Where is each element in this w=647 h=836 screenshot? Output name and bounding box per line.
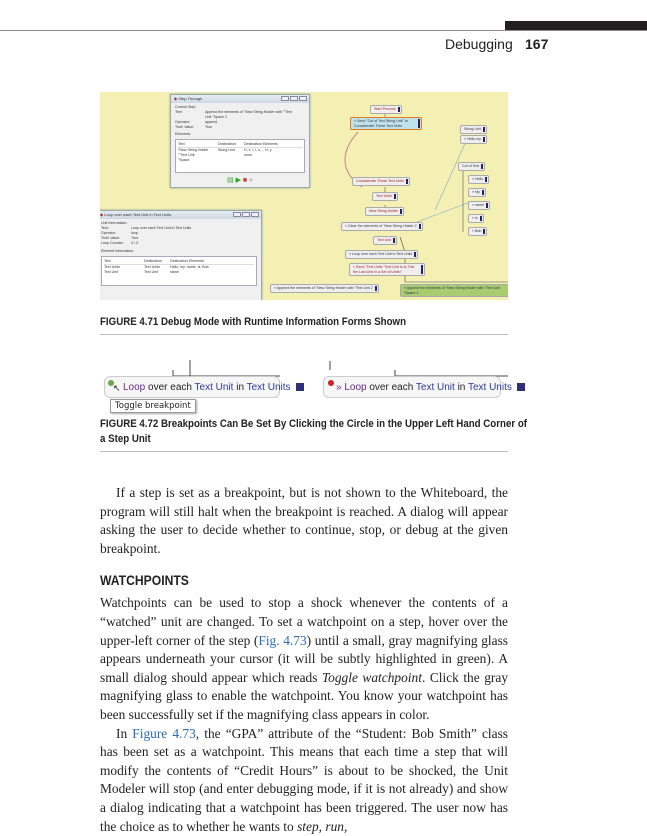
- step-text: in: [233, 382, 247, 393]
- flow-node-selected[interactable]: » Send "Cut of Text String Unit" to Concatenate These Text Units: [350, 117, 422, 130]
- cell: H, e, l, l, o, ., H, y: [244, 148, 272, 152]
- flow-node[interactable]: » name: [468, 201, 490, 210]
- text-run: ,: [318, 818, 326, 834]
- cell: "Space: [178, 158, 190, 162]
- flow-node[interactable]: Cut of Text: [458, 162, 485, 171]
- unit-handle-icon: [296, 383, 304, 391]
- section-heading: WATCHPOINTS: [100, 573, 189, 589]
- flow-node[interactable]: » Append the elements of "New String Holder with "Text Unit 2: [270, 284, 379, 293]
- step-text: over each: [145, 382, 195, 393]
- info-label: Loop Counter:: [101, 241, 124, 245]
- flow-node[interactable]: » Bob: [468, 227, 487, 236]
- figure-4-72-caption-line1: FIGURE 4.72 Breakpoints Can Be Set By Clicking the Circle in the Upper Left Hand Corner of: [100, 418, 528, 430]
- breakpoint-active-circle[interactable]: [328, 380, 334, 386]
- column-header: Destination Elements: [244, 142, 278, 146]
- cell: ""Text Unit: [178, 153, 195, 157]
- flow-node[interactable]: String Unit: [460, 125, 487, 134]
- unit-link: Text Unit: [415, 382, 455, 393]
- cell: Hello, my, name, is, Bob: [170, 265, 209, 269]
- window-title: Loop over each Text Unit in Text Units: [104, 212, 172, 217]
- flow-node[interactable]: Text Unit: [373, 236, 397, 245]
- section-label: Element Information:: [101, 249, 135, 253]
- cell: Text Unit: [144, 270, 158, 274]
- magnifier-icon[interactable]: ⌕: [249, 177, 254, 184]
- column-header: Destination Elements: [170, 259, 204, 263]
- info-value: 3 / 3: [131, 241, 138, 245]
- paragraph: [100, 594, 508, 724]
- section-label: Elements:: [175, 132, 191, 136]
- cell: String Unit: [218, 148, 235, 152]
- cell: none: [244, 153, 252, 157]
- cell: "New String Holder: [178, 148, 209, 152]
- figure-4-71-screenshot: [100, 92, 508, 300]
- info-label: Text:: [175, 110, 183, 114]
- flow-node[interactable]: » Hello my: [460, 135, 487, 144]
- flow-node[interactable]: Text Units: [372, 192, 398, 201]
- running-header-section: Debugging: [445, 36, 513, 52]
- text-run: Toggle watchpoint: [321, 669, 422, 685]
- info-value: Append the elements of "New String Holder with ""Text: [205, 110, 292, 114]
- operator-text: Loop: [123, 382, 146, 393]
- flow-node[interactable]: Start Process: [370, 105, 402, 114]
- info-value: append: [205, 120, 217, 124]
- text-run: If a step is set as a breakpoint, but is not shown to the Whiteboard, the program will still halt when the breakpoint is reached. A dialog will appear asking the user to decide whether to continue, stop, or debug at the given breakpoint.: [100, 485, 508, 556]
- flow-node[interactable]: » Clear the elements of "New String Holder 2: [341, 222, 423, 231]
- caption-rule: [100, 451, 508, 452]
- figure-reference-link[interactable]: Figure 4.73: [132, 725, 196, 741]
- cell: Text Units: [104, 265, 120, 269]
- page-number: 167: [525, 36, 549, 52]
- section-label: Current Step:: [175, 105, 197, 109]
- text-run: Watchpoints can be used to stop a shock whenever the contents of a “watched” unit are changed. To set a watchpoint on a step, hover over the upper-left corner of the step (: [100, 595, 508, 648]
- flow-node[interactable]: Concatenate These Text Units: [352, 177, 410, 186]
- operator-text: » Loop: [336, 382, 367, 393]
- step-icon[interactable]: ▤: [226, 177, 234, 184]
- info-label: Operator:: [175, 120, 191, 124]
- connector-lines: [100, 92, 508, 300]
- info-value: loop: [131, 231, 138, 235]
- text-run: , the “GPA” attribute of the “Student: Bob Smith” class has been set as a watchpoint. This means that each time a step that will modify the contents of “Credit Hours” is about to be shocked, the Unit Modeler will stop (and enter debugging mode, if it is not already) and show a dialog indicating that a watchpoint has been triggered. The user now has the choice as to whether he wants to: [100, 725, 508, 834]
- cell: name: [170, 270, 179, 274]
- unit-link: Text Units: [246, 382, 291, 393]
- step-unit-loop-breakpoint-set[interactable]: [323, 376, 512, 398]
- cell: Text Units: [144, 265, 160, 269]
- flow-node[interactable]: » Hello: [468, 175, 489, 184]
- info-value: Unit "Space 2: [205, 115, 227, 119]
- info-label: Truth Value:: [175, 125, 195, 129]
- text-run: run: [325, 818, 344, 834]
- stop-icon[interactable]: ■: [242, 177, 248, 184]
- info-value: True: [131, 236, 139, 240]
- section-label: Unit Information:: [101, 221, 128, 225]
- info-label: Operator:: [101, 231, 117, 235]
- flow-node[interactable]: » Send "Text Units "Text Unit to Is This the Last Unit in a Set of Units?: [349, 263, 425, 276]
- app-icon: ◆: [100, 212, 104, 217]
- figure-4-72-caption-line2: a Step Unit: [100, 433, 151, 445]
- unit-handle-icon: [517, 383, 525, 391]
- unit-link: Text Units: [467, 382, 512, 393]
- text-run: In: [116, 725, 133, 741]
- header-rule: [0, 30, 647, 31]
- body-text: [100, 484, 508, 836]
- paragraph: [100, 484, 508, 558]
- flow-node[interactable]: » is: [468, 214, 484, 223]
- play-icon[interactable]: ▶: [235, 177, 241, 184]
- unit-link: Text Unit: [194, 382, 234, 393]
- column-header: Destination: [218, 142, 236, 146]
- column-header: Destination: [144, 259, 162, 263]
- flow-node[interactable]: » Loop over each Text Unit in Text Units: [345, 250, 418, 259]
- flow-node[interactable]: New String Holder: [365, 207, 404, 216]
- info-label: Truth Value:: [101, 236, 121, 240]
- tooltip-toggle-breakpoint: Toggle breakpoint: [110, 399, 196, 413]
- caption-rule: [100, 334, 508, 335]
- info-label: Text:: [101, 226, 109, 230]
- window-title: Step Through: [178, 96, 203, 101]
- cursor-arrow-icon: ↖: [113, 383, 121, 393]
- info-value: True: [205, 125, 213, 129]
- text-run: ) until a small, gray magnifying glass appears underneath your cursor (it will be subtly highlighted in green). A small dialog should appear which reads: [100, 632, 508, 685]
- step-text: in: [454, 382, 468, 393]
- step-text: over each: [366, 382, 416, 393]
- cell: Text Unit: [104, 270, 118, 274]
- flow-node[interactable]: » My: [468, 188, 486, 197]
- step-unit-loop[interactable]: [104, 376, 291, 398]
- app-icon: ◆: [174, 96, 178, 101]
- flow-node[interactable]: » Append the elements of "New String Holder with "Text Unit "Space 2: [400, 284, 508, 297]
- text-run: . Click the gray magnifying glass to enable the watchpoint. You know your watchpoint has been successfully set if the magnifying class appears in color.: [100, 669, 509, 722]
- paragraph: [100, 725, 508, 836]
- column-header: Text: [178, 142, 185, 146]
- text-run: step: [297, 818, 319, 834]
- info-value: Loop over each Text Unit in Text Units: [131, 226, 192, 230]
- text-run: ,: [343, 818, 348, 834]
- figure-reference-link[interactable]: Fig. 4.73: [258, 632, 307, 648]
- figure-4-71-caption: FIGURE 4.71 Debug Mode with Runtime Information Forms Shown: [100, 316, 407, 328]
- column-header: Text: [104, 259, 111, 263]
